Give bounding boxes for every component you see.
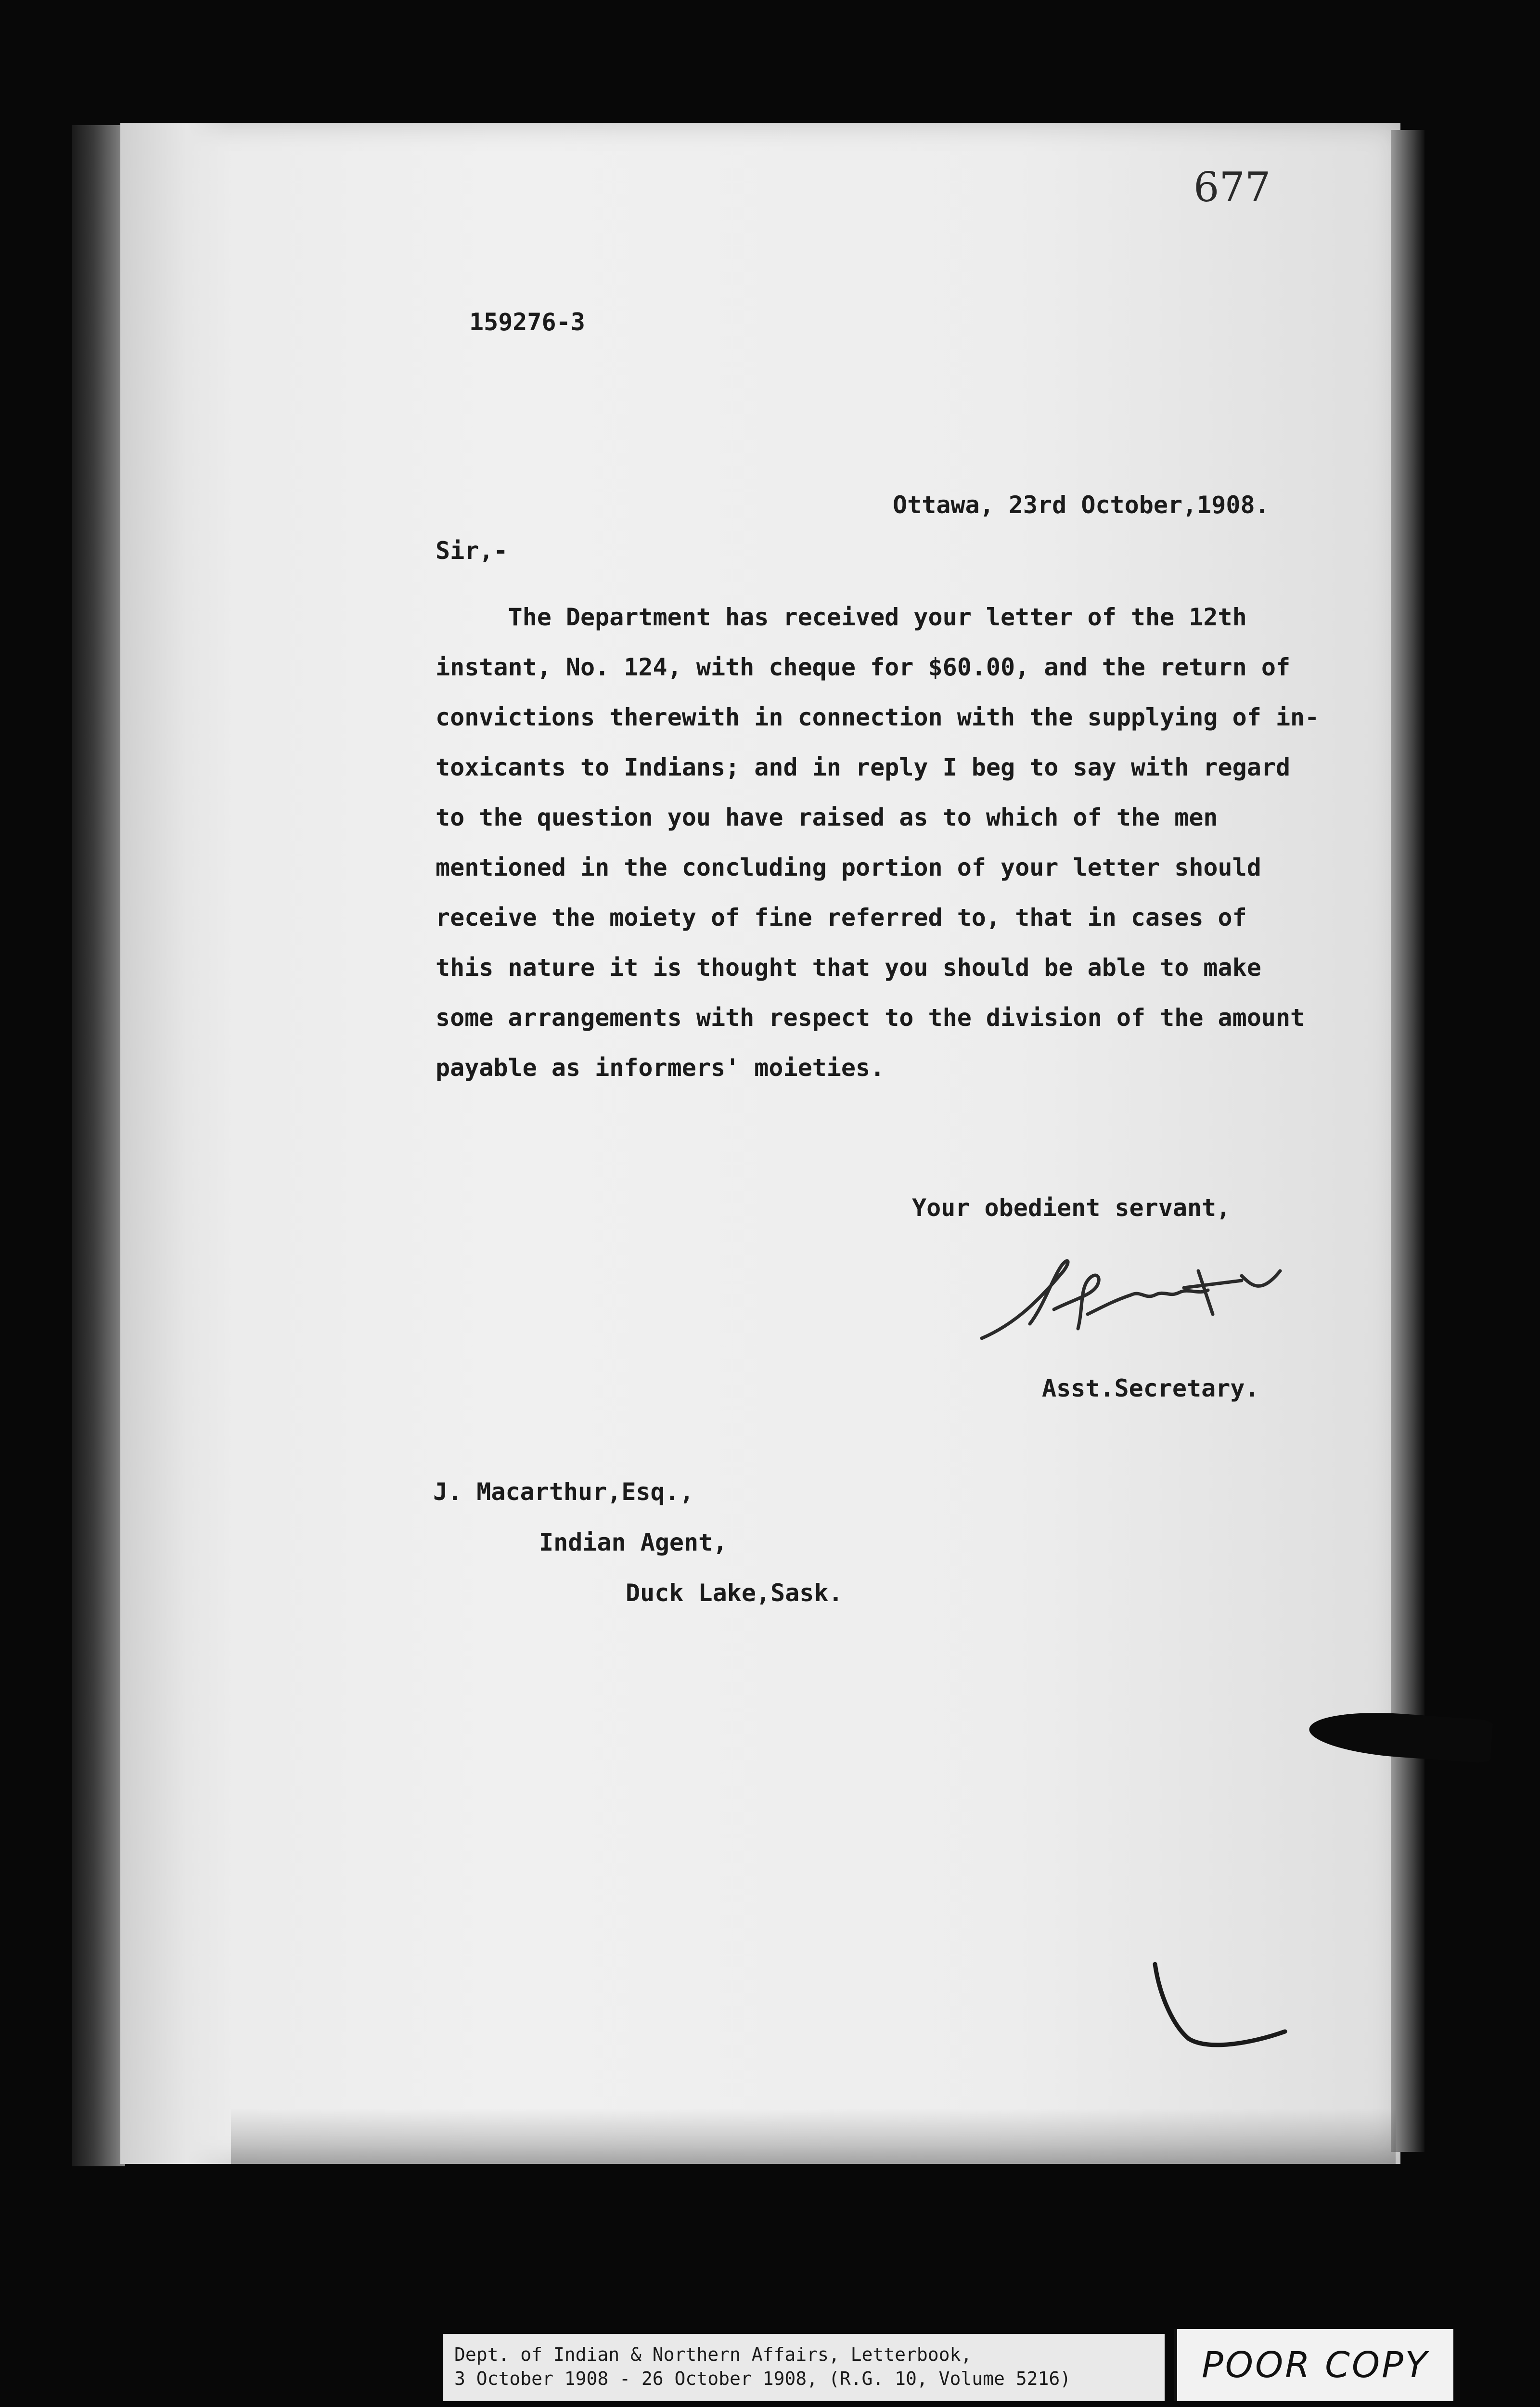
signer-title: Asst.Secretary. [1042,1374,1259,1402]
condition-note-label [1174,2329,1453,2401]
body-line: The Department has received your letter of the 12th [436,603,1247,631]
body-line: receive the moiety of fine referred to, that in cases of [436,904,1247,932]
body-line: instant, No. 124, with cheque for $60.00, and the return of [436,653,1291,681]
condition-note: POOR COPY [1202,2344,1429,2386]
page-bottom-shadow [231,2109,1396,2164]
addressee-location: Duck Lake,Sask. [626,1579,843,1607]
body-line: some arrangements with respect to the division of the amount [436,1004,1305,1032]
letter-body [436,592,1379,1093]
reference-number: 159276-3 [469,308,585,336]
addressee-position: Indian Agent, [539,1528,728,1556]
film-edge-right [1391,130,1424,2152]
film-edge-left [72,125,125,2166]
body-line: convictions therewith in connection with the supplying of in- [436,703,1320,731]
source-label-line: Dept. of Indian & Northern Affairs, Letterbook, [454,2344,972,2365]
body-line: to the question you have raised as to which of the men [436,803,1218,831]
page-fold-shadow [120,123,231,2164]
body-line: this nature it is thought that you should be able to make [436,954,1261,982]
letter-page [120,123,1400,2164]
archive-source-label [443,2334,1165,2401]
body-line: mentioned in the concluding portion of your letter should [436,854,1261,881]
body-line: payable as informers' moieties. [436,1054,885,1082]
handwritten-signature [972,1242,1290,1358]
dateline: Ottawa, 23rd October,1908. [893,491,1270,519]
salutation: Sir,- [436,537,508,565]
page-number: 677 [1194,164,1271,211]
closing: Your obedient servant, [912,1194,1231,1222]
addressee-name: J. Macarthur,Esq., [433,1478,694,1506]
pen-check-mark [1145,1954,1299,2065]
source-label-line: 3 October 1908 - 26 October 1908, (R.G. 10, Volume 5216) [454,2368,1071,2389]
body-line: toxicants to Indians; and in reply I beg to say with regard [436,753,1291,781]
